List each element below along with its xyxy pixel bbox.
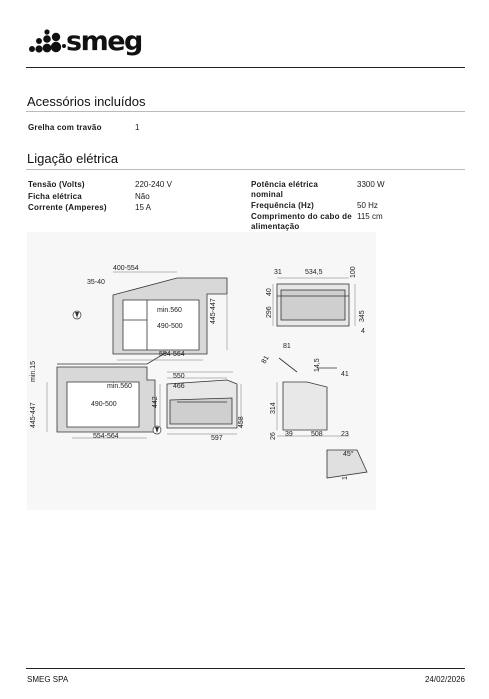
logo-wordmark: smeg <box>66 26 142 57</box>
dim-81-b: 81 <box>283 343 291 350</box>
dim-min560-top: min.560 <box>157 307 182 314</box>
dim-508: 508 <box>311 431 323 438</box>
current-label: Corrente (Amperes) <box>28 203 107 212</box>
dim-1: 1 <box>342 476 349 480</box>
accessory-value: 1 <box>135 123 140 132</box>
dim-100: 100 <box>350 266 357 278</box>
dim-554-564-top: 554-564 <box>159 351 185 358</box>
dim-26: 26 <box>270 432 277 440</box>
power-value: 3300 W <box>357 180 385 189</box>
dim-min560-bot: min.560 <box>107 383 132 390</box>
electrical-symbol-icon <box>73 311 81 319</box>
plug-label: Ficha elétrica <box>28 192 82 201</box>
dim-14-5: 14,5 <box>314 358 321 372</box>
footer-date: 24/02/2026 <box>424 675 465 684</box>
dim-4: 4 <box>361 328 365 335</box>
cable-length-label: Comprimento do cabo de alimentação <box>251 212 352 231</box>
dim-314: 314 <box>270 402 277 414</box>
voltage-label: Tensão (Volts) <box>28 180 85 189</box>
dim-41: 41 <box>341 371 349 378</box>
dim-490-500-top: 490-500 <box>157 323 183 330</box>
dim-458: 458 <box>238 416 245 428</box>
dim-445-447-top: 445-447 <box>210 298 217 324</box>
dim-554-564-bot: 554-564 <box>93 433 119 440</box>
dim-550: 550 <box>173 373 185 380</box>
logo-dots-icon <box>28 29 66 55</box>
header-divider <box>26 67 465 68</box>
dim-min15: min.15 <box>30 360 37 382</box>
footer-divider <box>26 668 465 669</box>
installation-drawing <box>27 232 376 510</box>
dim-296: 296 <box>266 306 273 318</box>
smeg-logo <box>28 27 142 57</box>
dim-23: 23 <box>341 431 349 438</box>
footer-company: SMEG SPA <box>27 675 69 684</box>
dim-40: 40 <box>266 288 273 296</box>
frequency-value: 50 Hz <box>357 201 378 210</box>
dim-345: 345 <box>359 310 366 322</box>
current-value: 15 A <box>135 203 152 212</box>
electrical-divider <box>26 169 465 170</box>
power-label: Potência elétrica nominal <box>251 180 318 199</box>
accessories-divider <box>26 111 465 112</box>
dim-490-500-bot: 490-500 <box>91 401 117 408</box>
dim-445-447-side: 445-447 <box>30 402 37 428</box>
accessory-label: Grelha com travão <box>28 123 102 132</box>
dim-597: 597 <box>211 435 223 442</box>
dim-466: 466 <box>173 383 185 390</box>
cable-length-value: 115 cm <box>357 212 383 221</box>
accessories-title: Acessórios incluídos <box>27 94 146 109</box>
dim-39: 39 <box>285 431 293 438</box>
electrical-symbol-icon-2 <box>153 426 161 434</box>
dim-81-a: 81 <box>260 354 271 365</box>
dim-35-40: 35-40 <box>87 279 105 286</box>
dim-45-deg: 45° <box>343 451 354 458</box>
electrical-title: Ligação elétrica <box>27 151 119 166</box>
frequency-label: Frequência (Hz) <box>251 201 315 210</box>
voltage-value: 220-240 V <box>135 180 172 189</box>
dim-31: 31 <box>274 269 282 276</box>
dim-400-554: 400-554 <box>113 265 139 272</box>
dim-442: 442 <box>152 396 159 408</box>
dim-534-5: 534,5 <box>305 269 323 276</box>
plug-value: Não <box>135 192 150 201</box>
